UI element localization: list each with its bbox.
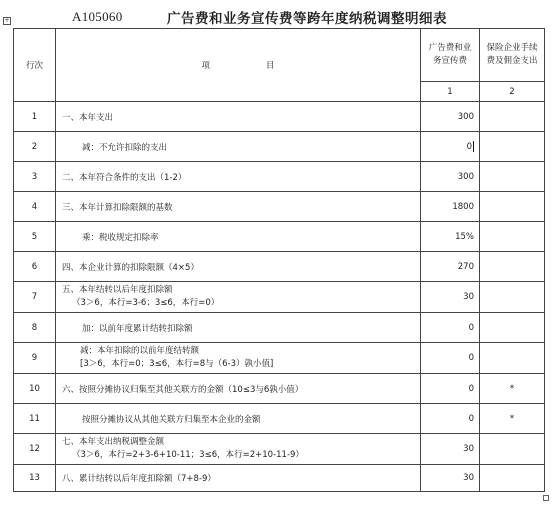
row-value-col1[interactable]: 0 xyxy=(421,343,480,374)
table-row xyxy=(14,313,545,343)
row-item: 一、本年支出 xyxy=(56,102,421,132)
row-item: 三、本年计算扣除限额的基数 xyxy=(56,192,421,222)
row-value-col2[interactable] xyxy=(480,132,545,162)
table-move-handle-icon[interactable]: + xyxy=(4,17,10,24)
row-item: 减：不允许扣除的支出 xyxy=(56,132,421,162)
table-row xyxy=(14,162,545,192)
adjustment-table xyxy=(13,28,545,492)
row-number: 11 xyxy=(14,404,56,434)
table-row xyxy=(14,282,545,313)
row-value-col2[interactable] xyxy=(480,102,545,132)
row-number: 6 xyxy=(14,252,56,282)
row-value-col1[interactable]: 0 xyxy=(421,404,480,434)
row-item: 加：以前年度累计结转扣除额 xyxy=(56,313,421,343)
row-item-line2: [3＞6，本行=0；3≤6，本行=8与（6-3）孰小值] xyxy=(80,359,274,369)
row-number: 13 xyxy=(14,465,56,492)
header-row-number: 行次 xyxy=(14,29,56,102)
table-row xyxy=(14,132,545,162)
row-item xyxy=(56,343,421,374)
row-number: 4 xyxy=(14,192,56,222)
row-item: 乘：税收规定扣除率 xyxy=(56,222,421,252)
row-item: 按照分摊协议从其他关联方归集至本企业的金额 xyxy=(56,404,421,434)
row-value-col1[interactable]: 0 xyxy=(421,132,480,162)
row-value-col2[interactable] xyxy=(480,192,545,222)
table-row xyxy=(14,252,545,282)
row-number: 1 xyxy=(14,102,56,132)
row-number: 12 xyxy=(14,434,56,465)
row-value-col1[interactable]: 1800 xyxy=(421,192,480,222)
row-item: 四、本企业计算的扣除限额（4×5） xyxy=(56,252,421,282)
row-value-col1[interactable]: 270 xyxy=(421,252,480,282)
row-value-col2[interactable] xyxy=(480,343,545,374)
form-code: A105060 xyxy=(72,9,123,24)
table-resize-handle-icon[interactable] xyxy=(543,495,549,501)
row-value-col1[interactable]: 0 xyxy=(421,313,480,343)
row-item-line1: 七、本年支出纳税调整金额 xyxy=(62,437,165,447)
row-item-line2: （3＞6，本行=3-6；3≤6，本行=0） xyxy=(72,298,220,308)
row-item: 六、按照分摊协议归集至其他关联方的金额（10≤3与6孰小值） xyxy=(56,374,421,404)
row-value-col2[interactable] xyxy=(480,313,545,343)
row-value-col1[interactable]: 0 xyxy=(421,374,480,404)
header-col2-title: 保险企业手续费及佣金支出 xyxy=(480,29,545,82)
row-value-col2[interactable] xyxy=(480,434,545,465)
row-number: 7 xyxy=(14,282,56,313)
table-row xyxy=(14,434,545,465)
header-row xyxy=(14,29,545,82)
header-col2-index: 2 xyxy=(480,82,545,102)
row-value-col2[interactable] xyxy=(480,465,545,492)
table-row xyxy=(14,102,545,132)
header-item xyxy=(56,29,421,102)
row-number: 8 xyxy=(14,313,56,343)
row-value-col2: * xyxy=(480,374,545,404)
row-number: 2 xyxy=(14,132,56,162)
row-value-col1[interactable]: 30 xyxy=(421,434,480,465)
row-value-col1[interactable]: 30 xyxy=(421,465,480,492)
row-value-col1[interactable]: 300 xyxy=(421,162,480,192)
row-number: 3 xyxy=(14,162,56,192)
row-value-col2[interactable] xyxy=(480,222,545,252)
table-row xyxy=(14,404,545,434)
row-value-col2[interactable] xyxy=(480,252,545,282)
text-cursor xyxy=(473,141,474,152)
row-value-col2[interactable] xyxy=(480,162,545,192)
row-number: 5 xyxy=(14,222,56,252)
row-item-line2: （3＞6，本行=2+3-6+10-11；3≤6，本行=2+10-11-9） xyxy=(72,450,304,460)
header-item-right: 目 xyxy=(266,61,275,71)
table-row xyxy=(14,192,545,222)
form-header xyxy=(0,0,554,30)
form-title: 广告费和业务宣传费等跨年度纳税调整明细表 xyxy=(167,11,447,27)
table-row xyxy=(14,374,545,404)
row-value-col1[interactable]: 15% xyxy=(421,222,480,252)
table-row xyxy=(14,222,545,252)
row-value-col2: * xyxy=(480,404,545,434)
table-row xyxy=(14,343,545,374)
header-item-left: 项 xyxy=(201,61,210,71)
row-value-col2[interactable] xyxy=(480,282,545,313)
row-number: 10 xyxy=(14,374,56,404)
row-item-line1: 五、本年结转以后年度扣除额 xyxy=(62,285,173,295)
row-item: 八、累计结转以后年度扣除额（7+8-9） xyxy=(56,465,421,492)
row-value-col1[interactable]: 300 xyxy=(421,102,480,132)
row-number: 9 xyxy=(14,343,56,374)
row-item xyxy=(56,282,421,313)
header-col1-index: 1 xyxy=(421,82,480,102)
row-item-line1: 减：本年扣除的以前年度结转额 xyxy=(80,346,200,356)
table-row xyxy=(14,465,545,492)
header-col1-title: 广告费和业务宣传费 xyxy=(421,29,480,82)
row-item: 二、本年符合条件的支出（1-2） xyxy=(56,162,421,192)
row-value-col1[interactable]: 30 xyxy=(421,282,480,313)
row-item xyxy=(56,434,421,465)
